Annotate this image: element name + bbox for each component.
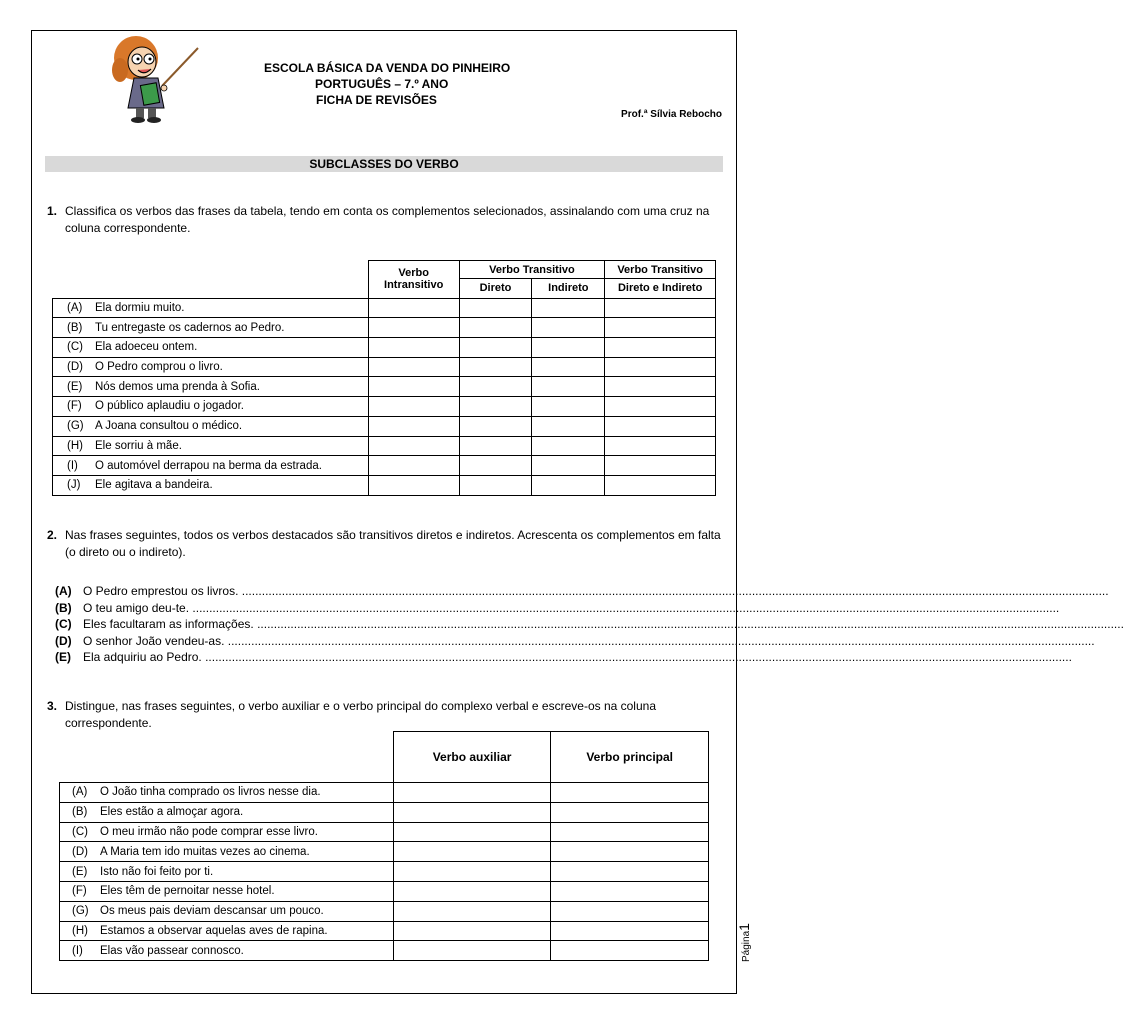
- answer-cell[interactable]: [368, 416, 459, 436]
- table-row: [53, 377, 716, 397]
- answer-cell[interactable]: [551, 901, 709, 921]
- sentence-text: Ela adquiriu ao Pedro.: [83, 650, 202, 665]
- sentence-code: (H): [72, 924, 88, 937]
- answer-cell[interactable]: [532, 298, 605, 318]
- answer-cell[interactable]: [459, 397, 532, 417]
- sentence-text: Tu entregaste os cadernos ao Pedro.: [95, 321, 285, 334]
- answer-cell[interactable]: [459, 416, 532, 436]
- answer-dots: ....................................................................................................................................................................................................................................................................: [227, 633, 1095, 648]
- answer-cell[interactable]: [551, 862, 709, 882]
- sentence-code: (F): [72, 885, 87, 898]
- answer-cell[interactable]: [532, 416, 605, 436]
- sentence-cell: [60, 901, 394, 921]
- sentence-cell: [60, 822, 394, 842]
- table-row: [60, 921, 709, 941]
- answer-cell[interactable]: [368, 357, 459, 377]
- sentence-code: (C): [67, 341, 83, 354]
- sentence-cell: [60, 921, 394, 941]
- question-text: Classifica os verbos das frases da tabela, tendo em conta os complementos selecionados, assinalando com uma cruz na coluna correspondente.: [65, 204, 710, 235]
- sentence-code: (D): [67, 361, 83, 374]
- col-direto-indireto: Direto e Indireto: [605, 279, 716, 299]
- answer-cell[interactable]: [532, 357, 605, 377]
- answer-cell[interactable]: [605, 475, 716, 495]
- sentence-text: Ela dormiu muito.: [95, 302, 185, 315]
- question-text: Distingue, nas frases seguintes, o verbo auxiliar e o verbo principal do complexo verbal e escreve-os na coluna correspondente.: [65, 699, 656, 730]
- school-name: ESCOLA BÁSICA DA VENDA DO PINHEIRO: [264, 61, 511, 75]
- sentence-cell: [53, 436, 369, 456]
- sentence-text: Nós demos uma prenda à Sofia.: [95, 380, 260, 393]
- answer-cell[interactable]: [459, 338, 532, 358]
- subject-title: PORTUGUÊS – 7.º ANO: [315, 77, 449, 91]
- answer-cell[interactable]: [605, 436, 716, 456]
- answer-cell[interactable]: [393, 802, 551, 822]
- sentence-cell: [60, 842, 394, 862]
- sentence-text: Estamos a observar aquelas aves de rapina.: [100, 924, 328, 937]
- col-direto: Direto: [459, 279, 532, 299]
- table-row: [60, 842, 709, 862]
- sentence-text: Ela adoeceu ontem.: [95, 341, 198, 354]
- question-number: 3.: [47, 699, 58, 713]
- answer-cell[interactable]: [368, 377, 459, 397]
- sentence-code: (D): [55, 633, 72, 648]
- sentence-text: O público aplaudiu o jogador.: [95, 400, 244, 413]
- sentence-cell: [53, 338, 369, 358]
- sentence-cell: [53, 298, 369, 318]
- sentence-code: (C): [55, 617, 72, 632]
- answer-cell[interactable]: [393, 822, 551, 842]
- answer-cell[interactable]: [551, 822, 709, 842]
- sentence-cell: [53, 416, 369, 436]
- answer-cell[interactable]: [551, 921, 709, 941]
- answer-cell[interactable]: [459, 436, 532, 456]
- page-label: Página: [741, 930, 752, 962]
- sentence-code: (A): [67, 302, 83, 315]
- fill-line[interactable]: [55, 649, 1072, 666]
- sentence-code: (I): [72, 944, 83, 957]
- question-2: [47, 527, 727, 561]
- teacher-name: Prof.ª Sílvia Rebocho: [621, 109, 722, 120]
- complex-verb-table: [59, 731, 709, 961]
- sentence-code: (C): [72, 825, 88, 838]
- answer-cell[interactable]: [605, 338, 716, 358]
- table-row: [53, 475, 716, 495]
- table-row: [53, 338, 716, 358]
- sentence-cell: [60, 862, 394, 882]
- answer-dots: ....................................................................................................................................................................................................................................................................: [205, 650, 1072, 665]
- col-verbo-auxiliar: Verbo auxiliar: [393, 732, 551, 783]
- sentence-code: (G): [72, 905, 89, 918]
- answer-cell[interactable]: [551, 881, 709, 901]
- answer-cell[interactable]: [368, 318, 459, 338]
- sentence-cell: [53, 318, 369, 338]
- sentence-code: (A): [72, 786, 88, 799]
- sentence-cell: [53, 377, 369, 397]
- sentence-text: Eles facultaram as informações.: [83, 617, 254, 632]
- fill-line[interactable]: [55, 616, 1124, 633]
- answer-cell[interactable]: [393, 881, 551, 901]
- answer-cell[interactable]: [393, 842, 551, 862]
- col-transitivo: Verbo Transitivo: [459, 261, 605, 279]
- sentence-text: Ele sorriu à mãe.: [95, 439, 182, 452]
- col-indireto: Indireto: [532, 279, 605, 299]
- table-row: [60, 881, 709, 901]
- sentence-cell: [60, 941, 394, 961]
- sentence-cell: [60, 802, 394, 822]
- answer-cell[interactable]: [393, 941, 551, 961]
- answer-cell[interactable]: [532, 377, 605, 397]
- sentence-code: (F): [67, 400, 82, 413]
- answer-cell[interactable]: [532, 338, 605, 358]
- table-row: [60, 822, 709, 842]
- answer-cell[interactable]: [459, 377, 532, 397]
- sentence-cell: [53, 357, 369, 377]
- table-row: [53, 318, 716, 338]
- table-row: [60, 802, 709, 822]
- answer-cell[interactable]: [368, 475, 459, 495]
- sentence-code: (E): [55, 650, 71, 665]
- sentence-code: (G): [67, 420, 84, 433]
- answer-cell[interactable]: [605, 318, 716, 338]
- sentence-cell: [53, 456, 369, 476]
- answer-cell[interactable]: [459, 298, 532, 318]
- answer-cell[interactable]: [532, 436, 605, 456]
- classification-table: [52, 260, 716, 496]
- sentence-cell: [53, 397, 369, 417]
- sentence-code: (E): [67, 380, 83, 393]
- sentence-cell: [53, 475, 369, 495]
- sentence-code: (B): [55, 600, 72, 615]
- answer-cell[interactable]: [393, 921, 551, 941]
- question-number: 1.: [47, 204, 58, 218]
- answer-cell[interactable]: [551, 802, 709, 822]
- answer-cell[interactable]: [532, 397, 605, 417]
- answer-cell[interactable]: [368, 456, 459, 476]
- answer-cell[interactable]: [393, 901, 551, 921]
- answer-cell[interactable]: [605, 416, 716, 436]
- teacher-illustration: [106, 32, 206, 126]
- answer-dots: ....................................................................................................................................................................................................................................................................: [241, 584, 1109, 598]
- answer-cell[interactable]: [532, 318, 605, 338]
- sentence-text: O meu irmão não pode comprar esse livro.: [100, 825, 318, 838]
- table-row: [53, 298, 716, 318]
- answer-cell[interactable]: [605, 456, 716, 476]
- sentence-text: O João tinha comprado os livros nesse dia.: [100, 786, 321, 799]
- question-1: [47, 203, 727, 237]
- answer-cell[interactable]: [368, 298, 459, 318]
- fill-line[interactable]: [55, 583, 1109, 600]
- sentence-code: (B): [67, 321, 83, 334]
- question-text: Nas frases seguintes, todos os verbos destacados são transitivos diretos e indiretos. Acrescenta os complementos em falta (o direto ou o indireto).: [65, 528, 721, 559]
- sentence-code: (B): [72, 806, 88, 819]
- answer-cell[interactable]: [605, 357, 716, 377]
- sentence-text: O Pedro comprou o livro.: [95, 361, 223, 374]
- answer-cell[interactable]: [368, 397, 459, 417]
- answer-cell[interactable]: [551, 941, 709, 961]
- sentence-text: Elas vão passear connosco.: [100, 944, 244, 957]
- sentence-code: (I): [67, 459, 78, 472]
- answer-cell[interactable]: [532, 456, 605, 476]
- sentence-text: Eles têm de pernoitar nesse hotel.: [100, 885, 275, 898]
- question-3: [47, 698, 727, 732]
- sheet-title: FICHA DE REVISÕES: [316, 93, 437, 107]
- table-row: [53, 397, 716, 417]
- table-row: [53, 416, 716, 436]
- page-number: [736, 923, 752, 962]
- fill-line[interactable]: [55, 600, 1060, 617]
- answer-cell[interactable]: [393, 783, 551, 803]
- answer-dots: ....................................................................................................................................................................................................................................................................: [257, 617, 1124, 632]
- answer-cell[interactable]: [532, 475, 605, 495]
- sentence-text: Ele agitava a bandeira.: [95, 479, 213, 492]
- table-row: [53, 436, 716, 456]
- question-number: 2.: [47, 528, 58, 542]
- sentence-text: Isto não foi feito por ti.: [100, 865, 214, 878]
- sentence-code: (J): [67, 479, 81, 492]
- sentence-cell: [60, 881, 394, 901]
- section-title: SUBCLASSES DO VERBO: [45, 156, 723, 172]
- answer-cell[interactable]: [551, 842, 709, 862]
- sentence-text: Eles estão a almoçar agora.: [100, 806, 244, 819]
- sentence-text: A Joana consultou o médico.: [95, 420, 243, 433]
- answer-cell[interactable]: [459, 357, 532, 377]
- table-row: [60, 941, 709, 961]
- answer-cell[interactable]: [459, 475, 532, 495]
- answer-cell[interactable]: [459, 318, 532, 338]
- answer-cell[interactable]: [605, 377, 716, 397]
- sentence-text: O Pedro emprestou os livros.: [83, 584, 239, 598]
- table-row: [60, 783, 709, 803]
- sentence-text: Os meus pais deviam descansar um pouco.: [100, 905, 324, 918]
- col-transitivo-2: Verbo Transitivo: [605, 261, 716, 279]
- sentence-code: (D): [72, 845, 88, 858]
- answer-cell[interactable]: [368, 338, 459, 358]
- answer-cell[interactable]: [551, 783, 709, 803]
- col-intransitivo: Verbo Intransitivo: [368, 261, 459, 299]
- fill-line[interactable]: [55, 633, 1095, 650]
- sentence-text: O senhor João vendeu-as.: [83, 633, 225, 648]
- sentence-cell: [60, 783, 394, 803]
- answer-cell[interactable]: [393, 862, 551, 882]
- answer-cell[interactable]: [605, 298, 716, 318]
- answer-cell[interactable]: [368, 436, 459, 456]
- answer-cell[interactable]: [605, 397, 716, 417]
- sentence-code: (A): [55, 584, 72, 598]
- sentence-code: (E): [72, 865, 88, 878]
- table-row: [53, 357, 716, 377]
- sentence-text: O teu amigo deu-te.: [83, 600, 190, 615]
- table-row: [53, 456, 716, 476]
- sentence-text: A Maria tem ido muitas vezes ao cinema.: [100, 845, 310, 858]
- sentence-text: O automóvel derrapou na berma da estrada.: [95, 459, 322, 472]
- answer-dots: ....................................................................................................................................................................................................................................................................: [192, 600, 1060, 615]
- col-verbo-principal: Verbo principal: [551, 732, 709, 783]
- page-digit: 1: [736, 923, 752, 931]
- sentence-code: (H): [67, 439, 83, 452]
- table-row: [60, 901, 709, 921]
- table-row: [60, 862, 709, 882]
- answer-cell[interactable]: [459, 456, 532, 476]
